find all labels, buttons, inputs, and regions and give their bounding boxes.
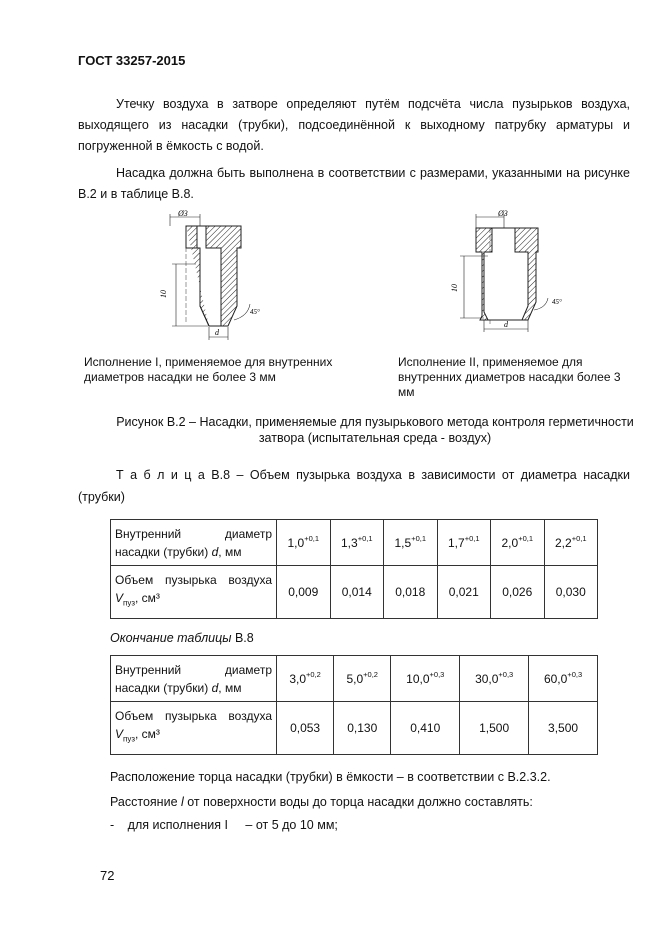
table-continuation-title: Окончание таблицы В.8 [110,631,254,645]
diameter-cell: $1,0^{+0,1}$ [277,520,331,566]
diameter-cell: $3,0^{+0,2}$ [277,656,334,702]
dim-bottom-label: d [215,328,219,337]
volume-cell: 0,030 [544,566,598,619]
standard-header: ГОСТ 33257-2015 [78,53,186,68]
bubble-volume-table [110,519,598,619]
volume-cell: 0,410 [391,702,460,755]
angle-label-2: 45° [552,298,562,306]
diameter-cell: $1,5^{+0,1}$ [384,520,438,566]
dim-height-label-2: 10 [450,284,459,292]
table-row-volume [111,566,598,619]
position-text: Расположение торца насадки (трубки) в ёмкости – в соответствии с В.2.3.2. [110,770,551,784]
dim-top-label-2: Ø3 [498,209,508,218]
page-number: 72 [100,868,115,883]
volume-cell: 0,018 [384,566,438,619]
table-row-volume [111,702,598,755]
table-row-diameter [111,656,598,702]
caption-version-2: Исполнение II, применяемое для внутренних диаметров насадки более 3 мм [398,355,621,399]
dim-height-label: 10 [159,290,168,298]
volume-cell: 0,009 [277,566,331,619]
dim-bottom-label-2: d [504,320,508,329]
diameter-cell: $1,7^{+0,1}$ [437,520,491,566]
caption-version-1: Исполнение I, применяемое для внутренних диаметров насадки не более 3 мм [84,355,333,384]
diameter-cell: $5,0^{+0,2}$ [334,656,391,702]
volume-cell: 0,026 [491,566,545,619]
list-dash: - [110,818,115,832]
diameter-cell: $2,0^{+0,1}$ [491,520,545,566]
nozzle-version-1-drawing [150,206,290,346]
volume-cell: 1,500 [460,702,529,755]
volume-header-cell: Объем пузырька воздуха $V_{пуз}$, см³ [111,702,277,755]
dim-top-label: Ø3 [178,209,188,218]
angle-label: 45° [250,308,260,316]
volume-header-cell: Объем пузырька воздуха $V_{пуз}$, см³ [111,566,277,619]
table-title-text: В.8 – Объем пузырька воздуха в зависимости от диаметра насадки (трубки) [78,468,630,504]
distance-text: Расстояние l от поверхности воды до торца насадки должно составлять: [110,795,533,809]
volume-cell: 0,130 [334,702,391,755]
volume-cell: 0,014 [330,566,384,619]
diameter-cell: $10,0^{+0,3}$ [391,656,460,702]
volume-cell: 3,500 [529,702,598,755]
paragraph-leak-count: Утечку воздуха в затворе определяют путём подсчёта числа пузырьков воздуха, выходящего из насадки (трубки), подсоединённой к выходному патрубку арматуры и погруженной в ёмкость с водой. [78,97,630,153]
volume-cell: 0,021 [437,566,491,619]
table-row-diameter [111,520,598,566]
diameter-header-cell: Внутренний диаметр насадки (трубки) d, мм [111,656,277,702]
list-item-version-1: - для исполнения I – от 5 до 10 мм; [110,818,338,832]
table-title-label: Т а б л и ц а [116,468,205,482]
diameter-header-cell: Внутренний диаметр насадки (трубки) d, мм [111,520,277,566]
volume-cell: 0,053 [277,702,334,755]
diameter-cell: $1,3^{+0,1}$ [330,520,384,566]
diameter-cell: $2,2^{+0,1}$ [544,520,598,566]
nozzle-version-2-drawing [440,206,580,336]
diameter-cell: $60,0^{+0,3}$ [529,656,598,702]
paragraph-nozzle-dimensions: Насадка должна быть выполнена в соответствии с размерами, указанными на рисунке В.2 и в таблице В.8. [78,166,630,201]
diameter-cell: $30,0^{+0,3}$ [460,656,529,702]
figure-caption: Рисунок В.2 – Насадки, применяемые для пузырькового метода контроля герметичности затвора (испытательная среда - воздух) [116,415,634,445]
bubble-volume-table-continued [110,655,598,755]
table-title [78,464,630,508]
